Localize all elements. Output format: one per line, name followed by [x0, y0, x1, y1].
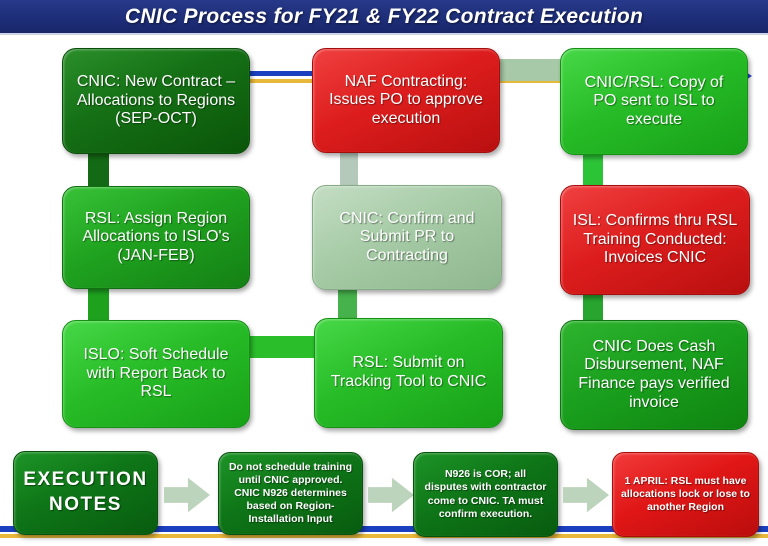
note-box-april-deadline — [612, 452, 759, 537]
flow-box-label: NAF Contracting: Issues PO to approve execution — [329, 72, 483, 127]
flow-box-label: RSL: Assign Region Allocations to ISLO's (JAN-FEB) — [82, 209, 230, 264]
note-box-n926-cor — [413, 452, 558, 537]
flow-arrow-icon — [368, 477, 414, 513]
page-title: CNIC Process for FY21 & FY22 Contract Execution — [124, 4, 644, 28]
flow-box-isl-confirms-invoices — [560, 185, 750, 295]
flow-box-rsl-assign-allocations — [62, 186, 250, 289]
flow-box-naf-contracting — [312, 48, 500, 153]
execution-notes-title: EXECUTION NOTES — [23, 469, 148, 515]
flow-box-cnic-new-contract — [62, 48, 250, 154]
flow-box-label: RSL: Submit on Tracking Tool to CNIC — [330, 354, 487, 390]
flow-arrow-icon — [563, 477, 609, 513]
note-label: N926 is COR; all disputes with contractor come to CNIC. TA must confirm execution. — [424, 468, 547, 520]
flow-box-label: ISL: Confirms thru RSL Training Conducted: Invoices CNIC — [572, 212, 738, 267]
note-label: 1 APRIL: RSL must have allocations lock or lose to another Region — [621, 474, 750, 514]
note-box-schedule-approval — [218, 452, 363, 535]
connector-contracting-to-po — [497, 59, 565, 81]
flow-box-label: ISLO: Soft Schedule with Report Back to RSL — [83, 346, 229, 401]
flow-box-label: CNIC Does Cash Disbursement, NAF Finance pays verified invoice — [578, 337, 730, 411]
flow-arrow-icon — [164, 477, 210, 513]
flow-box-copy-po-to-isl — [560, 48, 748, 155]
flow-box-rsl-tracking-tool — [314, 318, 503, 428]
flow-box-label: CNIC: Confirm and Submit PR to Contracting — [339, 209, 475, 264]
flow-box-label: CNIC: New Contract – Allocations to Regions (SEP-OCT) — [76, 73, 236, 128]
flow-box-islo-soft-schedule — [62, 320, 250, 428]
flow-box-cnic-submit-pr — [312, 185, 502, 290]
note-label: Do not schedule training until CNIC approved. CNIC N926 determines based on Region-Installation Input — [228, 460, 353, 526]
flow-box-label: CNIC/RSL: Copy of PO sent to ISL to execute — [584, 73, 724, 128]
flow-box-cnic-cash-disbursement — [560, 320, 748, 430]
execution-notes-header-box — [13, 451, 158, 535]
title-bar — [0, 0, 768, 35]
connector-islo-to-tracking — [240, 336, 325, 358]
